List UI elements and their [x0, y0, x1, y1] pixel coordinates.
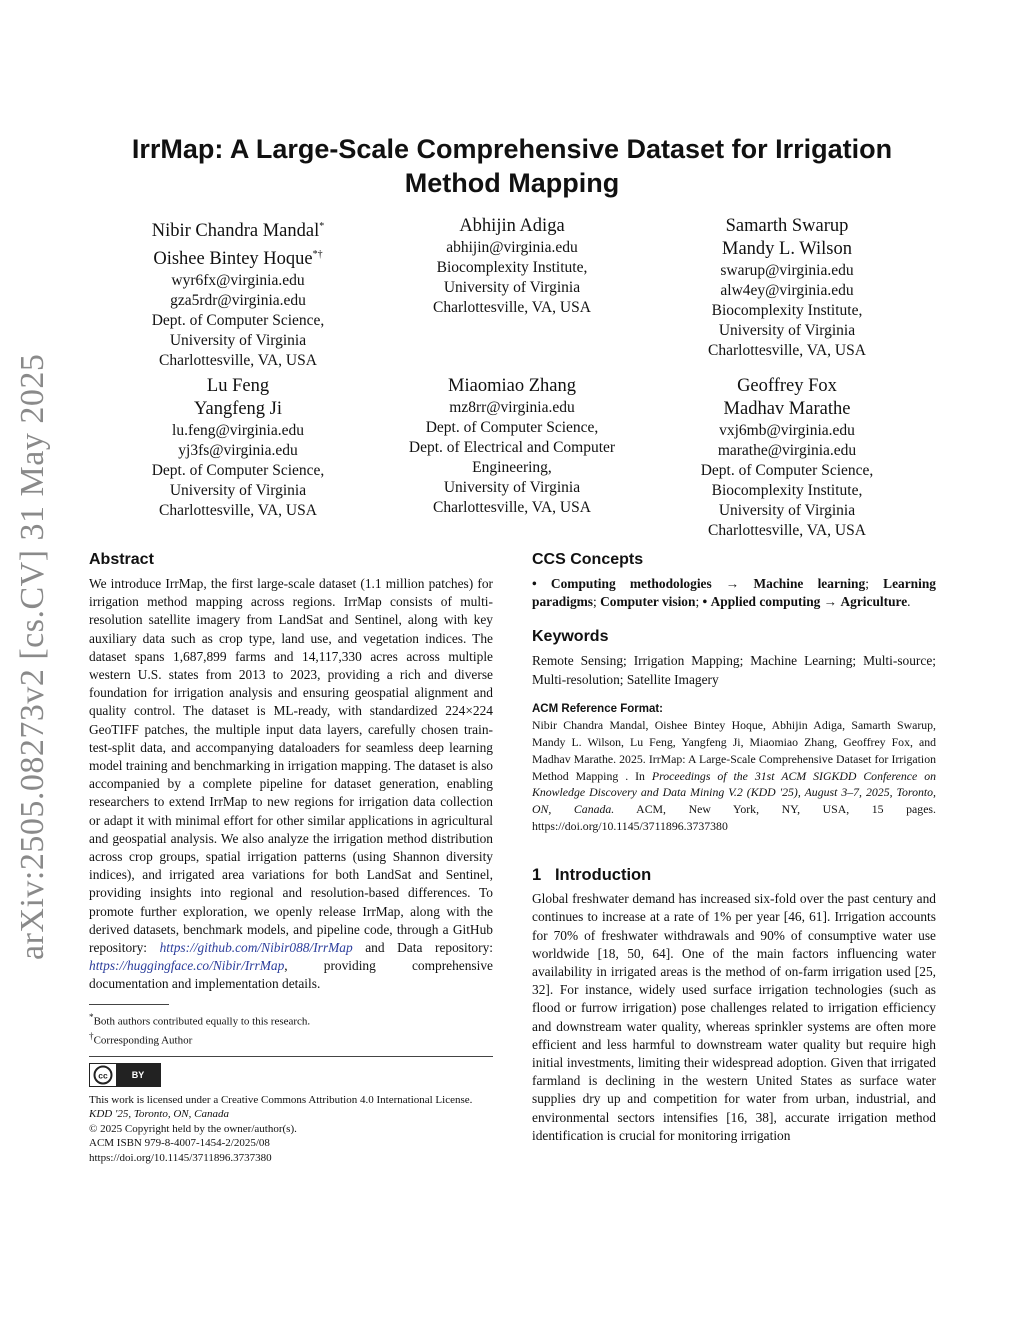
author-affiliation: University of Virginia [169, 482, 307, 499]
author-email: vxj6mb@virginia.edu [719, 422, 855, 439]
author-affiliation: University of Virginia [443, 279, 581, 296]
bullet: • [702, 594, 708, 610]
paper-title: IrrMap: A Large-Scale Comprehensive Dataset for Irrigation Method Mapping [131, 134, 893, 198]
author-block-2 [362, 215, 662, 318]
reference-publisher: ACM, New York, NY, USA, 15 pages. https://doi.org/10.1145/3711896.3737380 [532, 802, 936, 834]
reference-venue: Proceedings of the 31st ACM SIGKDD Conference on Knowledge Discovery and Data Mining V.2 (KDD '25), August 3–7, 2025, Toronto, ON, Canada. [532, 768, 937, 817]
author-affiliation: Charlottesville, VA, USA [159, 352, 317, 370]
author-email: mz8rr@virginia.edu [449, 399, 575, 416]
footnote-mark: † [89, 1031, 94, 1042]
author-name: Yangfeng Ji [193, 399, 283, 419]
arrow-icon: → [823, 594, 838, 610]
author-block-4 [88, 375, 388, 521]
ccs-term: Computer vision [600, 594, 696, 610]
cc-icon [90, 1064, 116, 1086]
section-title: Introduction [554, 866, 652, 885]
author-email: alw4ey@virginia.edu [720, 282, 854, 299]
ccs-term: Computing methodologies [550, 576, 712, 591]
author-email: lu.feng@virginia.edu [172, 422, 304, 439]
author-mark: *† [312, 249, 323, 261]
author-name: Abhijin Adiga [459, 216, 565, 236]
author-affiliation: University of Virginia [443, 479, 581, 496]
cc-by-logo [89, 1063, 161, 1087]
author-affiliation: Dept. of Computer Science, [700, 462, 874, 479]
ccs-concepts-text: • Computing methodologies → Machine learning; Learning paradigms; Computer vision; • Applied computing → Agriculture. [532, 576, 936, 610]
conference-line: KDD '25, Toronto, ON, Canada [89, 1108, 229, 1121]
footnote-mark: * [89, 1011, 94, 1022]
author-affiliation: Biocomplexity Institute, [711, 302, 863, 319]
cc-by-badge [89, 1063, 493, 1090]
author-email: abhijin@virginia.edu [446, 239, 578, 256]
author-block-6 [637, 375, 937, 541]
copyright-line: © 2025 Copyright held by the owner/author(s). [89, 1122, 297, 1135]
huggingface-link[interactable]: https://huggingface.co/Nibir/IrrMap [89, 958, 285, 974]
author-affiliation: Charlottesville, VA, USA [433, 499, 591, 516]
footnote-corresponding [89, 1029, 493, 1049]
abstract-text [89, 575, 493, 994]
isbn-line: ACM ISBN 979-8-4007-1454-2/2025/08 [89, 1137, 270, 1150]
ccs-term: Agriculture [840, 594, 908, 610]
footnote-text: Corresponding Author [93, 1034, 193, 1047]
license-line: This work is licensed under a Creative Commons Attribution 4.0 International License. [89, 1093, 473, 1106]
bullet: • [532, 576, 537, 591]
author-name: Miaomiao Zhang [448, 376, 576, 396]
author-block-3 [637, 215, 937, 361]
author-affiliation: Dept. of Computer Science, [425, 419, 599, 436]
author-block-5 [362, 375, 662, 518]
ccs-term: Applied computing [710, 594, 821, 610]
author-affiliation: University of Virginia [718, 502, 856, 519]
author-affiliation: Dept. of Computer Science, [151, 462, 325, 479]
github-link[interactable]: https://github.com/Nibir088/IrrMap [159, 940, 353, 956]
arxiv-identifier: arXiv:2505.08273v2 [cs.CV] 31 May 2025 [14, 353, 51, 960]
author-name: Madhav Marathe [723, 399, 851, 419]
acm-reference-heading: ACM Reference Format: [532, 702, 663, 715]
author-affiliation: Charlottesville, VA, USA [159, 502, 317, 519]
author-email: marathe@virginia.edu [717, 442, 857, 459]
author-email: yj3fs@virginia.edu [178, 442, 298, 459]
author-affiliation: Dept. of Electrical and Computer [408, 439, 616, 456]
ccs-heading: CCS Concepts [532, 551, 644, 568]
author-email: gza5rdr@virginia.edu [170, 292, 306, 310]
acm-reference-text [532, 717, 936, 835]
author-affiliation: University of Virginia [718, 322, 856, 339]
right-column [532, 548, 936, 1145]
ccs-term: Machine learning [753, 576, 866, 591]
author-name: Nibir Chandra Mandal [151, 221, 320, 242]
author-email: wyr6fx@virginia.edu [171, 272, 305, 290]
author-affiliation: Dept. of Computer Science, [151, 312, 325, 330]
author-name: Samarth Swarup [725, 216, 849, 236]
author-affiliation: Biocomplexity Institute, [436, 259, 588, 276]
author-name: Lu Feng [206, 376, 270, 396]
author-affiliation: University of Virginia [169, 332, 307, 350]
author-affiliation: Engineering, [472, 459, 552, 476]
left-column [89, 548, 493, 1165]
author-affiliation: Biocomplexity Institute, [711, 482, 863, 499]
keywords-heading: Keywords [532, 628, 609, 646]
abstract-heading: Abstract [89, 551, 154, 568]
author-mark: * [319, 221, 325, 232]
keywords-text: Remote Sensing; Irrigation Mapping; Machine Learning; Multi-source; Multi-resolution; Satellite Imagery [532, 653, 936, 687]
footnote-equal-contribution [89, 1010, 493, 1030]
abstract-tail: , providing comprehensive documentation and implementation details. [89, 958, 493, 992]
license-rule [89, 1056, 493, 1057]
author-affiliation: Charlottesville, VA, USA [433, 299, 591, 316]
author-name: Geoffrey Fox [737, 376, 837, 396]
introduction-text: Global freshwater demand has increased six-fold over the past century and continues to increase at a rate of 1% per year [46, 61]. Irrigation accounts for 70% of freshwater withdrawals and 90% of consumptive water use worldwide [18, 50, 64]. One of the main factors influencing water availability in irrigated areas is the method of on-farm irrigation used [25, 32]. For instance, widely used surface irrigation technologies (such as flood or furrow irrigation) pose challenges related to irrigation efficiency and downstream water quality, whereas sprinkler systems are often more efficient and less harmful to downstream water quality but require high initial investments, limiting their widespread adoption. Given that irrigated farmland is declining in the western United States as surface water supplies dry up and competition for water from urban, industrial, and environmental sectors intensifies [16, 38], accurate irrigation method identification is crucial for monitoring irrigation [532, 891, 936, 1143]
author-affiliation: Charlottesville, VA, USA [708, 342, 866, 359]
author-name: Oishee Bintey Hoque [153, 249, 313, 270]
reference-authors: Nibir Chandra Mandal, Oishee Bintey Hoque, Abhijin Adiga, Samarth Swarup, Mandy L. Wilson, Lu Feng, Yangfeng Ji, Miaomiao Zhang, Geoffrey Fox, and Madhav Marathe. 2025. IrrMap: A Large-Scale Comprehensive Dataset for Irrigation Method Mapping . In [532, 717, 936, 783]
acm-reference [532, 703, 936, 835]
author-email: swarup@virginia.edu [720, 262, 854, 279]
abstract-mid: and Data repository: [365, 940, 493, 956]
license-block [89, 1093, 493, 1166]
introduction-heading [532, 863, 936, 887]
author-block-1 [88, 215, 388, 371]
author-name: Mandy L. Wilson [722, 239, 852, 259]
arrow-icon: → [725, 576, 740, 591]
author-affiliation: Charlottesville, VA, USA [708, 522, 866, 539]
footnote-rule [89, 1004, 169, 1005]
cc-logo-text: cc [98, 1070, 108, 1081]
ccs-term: Learning paradigms [532, 576, 936, 610]
abstract-body: We introduce IrrMap, the first large-scale dataset (1.1 million patches) for irrigation method mapping across regions. IrrMap consists of multi-resolution satellite imagery from LandSat and Sentinel, along with key auxiliary data such as crop type, land use, and vegetation indices. The dataset spans 1,687,899 farms and 14,117,330 acres across multiple western U.S. states from 2013 to 2023, providing a rich and diverse foundation for irrigation analysis and ensuring geospatial alignment and quality control. The dataset is ML-ready, with standardized 224×224 GeoTIFF patches, the multiple input data layers, carefully chosen train-test-split data, and accompanying dataloaders for seamless deep learning model training and benchmarking in irrigation mapping. The dataset is also accompanied by a complete pipeline for dataset generation, enabling researchers to extend IrrMap to new regions for irrigation data collection or adapt it with minimal effort for other similar applications in agricultural and geospatial analysis. We also analyze the irrigation method distribution across crop groups, spatial irrigation patterns (using Shannon diversity indices), and irrigated area variations for both LandSat and Sentinel, providing insights into regional and resolution-based differences. To promote further exploration, we openly release IrrMap, along with the derived datasets, benchmark models, and pipeline code, through a GitHub repository: [89, 576, 493, 956]
footnote-text: Both authors contributed equally to this research. [93, 1015, 311, 1028]
by-label: BY [131, 1069, 145, 1080]
doi-line[interactable]: https://doi.org/10.1145/3711896.3737380 [89, 1151, 272, 1164]
section-number: 1 [532, 866, 542, 885]
